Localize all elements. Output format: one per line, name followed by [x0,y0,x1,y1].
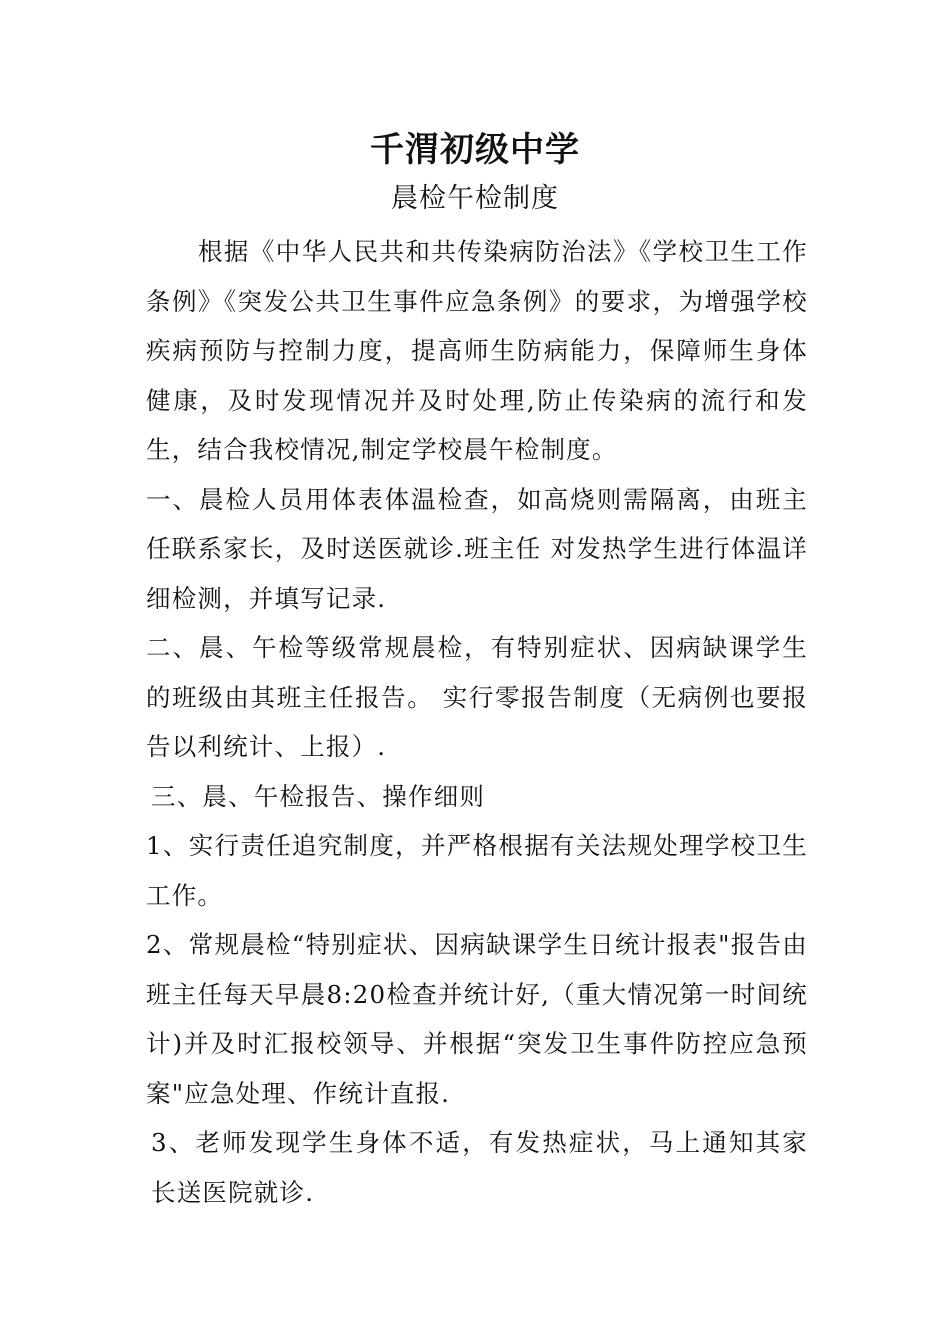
section-three-heading: 三、晨、午检报告、操作细则 [151,781,486,811]
section-one-paragraph: 一、晨检人员用体表体温检查，如高烧则需隔离，由班主任联系家长，及时送医就诊.班主任 对发热学生进行体温详细检测，并填写记录. [146,484,808,613]
rule-3-paragraph: 3、老师发现学生身体不适，有发热症状，马上通知其家长送医院就诊. [151,1128,808,1207]
document-title: 千渭初级中学 [370,130,580,170]
rule-1-paragraph: 1、实行责任追究制度，并严格根据有关法规处理学校卫生工作。 [146,831,808,910]
intro-paragraph: 根据《中华人民共和共传染病防治法》《学校卫生工作条例》《突发公共卫生事件应急条例》的要求，为增强学校疾病预防与控制力度，提高师生防病能力，保障师生身体健康，及时发现情况并及时处理,防止传染病的流行和发生，结合我校情况,制定学校晨午检制度。 [146,237,808,464]
section-two-paragraph: 二、晨、午检等级常规晨检，有特别症状、因病缺课学生的班级由其班主任报告。 实行零报告制度（无病例也要报告以利统计、上报）. [146,633,808,761]
rule-2-paragraph: 2、常规晨检“特别症状、因病缺课学生日统计报表"报告由班主任每天早晨8:20检查并统计好,（重大情况第一时间统计)并及时汇报校领导、并根据“突发卫生事件防控应急预案"应急处理、作统计直报. [146,930,808,1108]
document-body [146,227,808,1217]
document-subtitle: 晨检午检制度 [391,183,559,214]
